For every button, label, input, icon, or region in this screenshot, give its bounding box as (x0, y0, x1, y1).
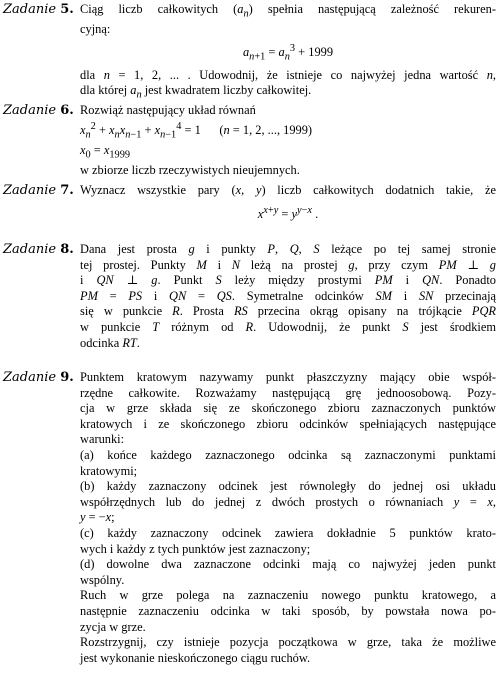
text-line: warunki: (80, 432, 125, 447)
text-line: dla której $a_n$ jest kwadratem liczby całkowitej. (80, 83, 312, 101)
text-line: Ruch w grze polega na zaznaczeniu nowego punktu kratowego, a (80, 588, 496, 603)
label-number: 9. (60, 370, 74, 385)
equation: $x_0 = x_{1999}$ (80, 142, 131, 161)
text-line: cja w grze składa się ze skończonego zbioru zaznaczonych punktów (80, 401, 496, 416)
text-line: wych i każdy z tych punktów jest zaznaczony; (80, 541, 311, 556)
text-line: Rozwiąż następujący układ równań (80, 103, 256, 117)
text-line: y = −x; (80, 510, 115, 525)
text-line: Wyznacz wszystkie pary (x, y) liczb całkowitych dodatnich takie, że (80, 183, 496, 197)
label-word: Zadanie (3, 103, 57, 118)
equation: $x_n^2 + x_nx_{n-1} + x_{n-1}^4 = 1$ (n = 1, 2, ..., 1999) (80, 120, 313, 141)
text-line: rzędne całkowite. Rozważamy następującą grę jednoosobową. Pozy- (80, 385, 496, 400)
problem-body (80, 370, 496, 666)
text-line: (a) końce każdego zaznaczonego odcinka są zaznaczonymi punktami (80, 447, 496, 462)
text-line: tej prostej. Punkty M i N leżą na prostej g, przy czym PM ⊥ g (80, 257, 496, 272)
text-line: w punkcie T różnym od R. Udowodnij, że punkt S jest środkiem (80, 319, 496, 334)
problem-body (80, 242, 496, 351)
text-line: kratowych i ze skończonego zbioru odcinków spełniających następujące (80, 416, 496, 431)
text-line: jest wykonanie nieskończonego ciągu ruchów. (80, 650, 311, 665)
text-line: (c) każdy zaznaczony odcinek zawiera dokładnie 5 punktów krato- (80, 525, 496, 540)
text-line: i QN ⊥ g. Punkt S leży między prostymi PM i QN. Ponadto (80, 273, 497, 288)
text-line: Punktem kratowym nazywamy punkt płaszczyzny mający obie współ- (80, 370, 496, 384)
label-word: Zadanie (3, 183, 57, 198)
text-line: (b) każdy zaznaczony odcinek jest równoległy do jednej osi układu (80, 479, 496, 494)
text-line: następnie zaznaczeniu odcinka w taki sposób, by powstała nowa po- (80, 603, 496, 618)
label-number: 7. (60, 183, 74, 198)
problem-label (3, 103, 74, 118)
text-line: się w punkcie R. Prosta RS przecina okrąg opisany na trójkącie PQR (80, 304, 496, 319)
text-line: dla n = 1, 2, ... . Udowodnij, że istnieje co najwyżej jedna wartość n, (80, 67, 496, 82)
text-line: w zbiorze liczb rzeczywistych nieujemnych. (80, 162, 300, 177)
label-word: Zadanie (3, 2, 57, 17)
equation: $x^{x+y} = y^{y-x}$ . (257, 204, 319, 221)
text-line: odcinka RT. (80, 335, 140, 350)
text-line: (d) dowolne dwa zaznaczone odcinki mają co najwyżej jeden punkt (80, 557, 496, 572)
label-number: 5. (60, 2, 74, 17)
text-line: współrzędnych lub do jednej z dwóch prostych o równaniach y = x, (80, 494, 496, 509)
text-line: Rozstrzygnij, czy istnieje pozycja początkowa w grze, taka że możliwe (80, 635, 496, 650)
label-word: Zadanie (3, 242, 57, 257)
text-line: kratowymi; (80, 463, 138, 478)
problem-label (3, 2, 74, 17)
text-line: Ciąg liczb całkowitych $(a_n)$ spełnia następującą zależność rekuren- (80, 2, 496, 20)
problem-label (3, 242, 74, 257)
problem-body (80, 183, 496, 222)
text-line: zycja w grze. (80, 619, 146, 634)
text-line: Dana jest prosta g i punkty P, Q, S leżące po tej samej stronie (80, 242, 496, 256)
label-word: Zadanie (3, 370, 57, 385)
problem-body (80, 2, 496, 104)
equation: $a_{n+1} = a_n^3 + 1999$ (242, 42, 334, 63)
label-number: 6. (60, 103, 74, 118)
problem-body (80, 103, 496, 178)
text-line: wspólny. (80, 572, 125, 587)
problem-label (3, 370, 74, 385)
text-line: PM = PS i QN = QS. Symetralne odcinków SM i SN przecinają (80, 288, 497, 303)
problem-label (3, 183, 74, 198)
label-number: 8. (60, 242, 74, 257)
text-line: cyjną: (80, 22, 111, 37)
